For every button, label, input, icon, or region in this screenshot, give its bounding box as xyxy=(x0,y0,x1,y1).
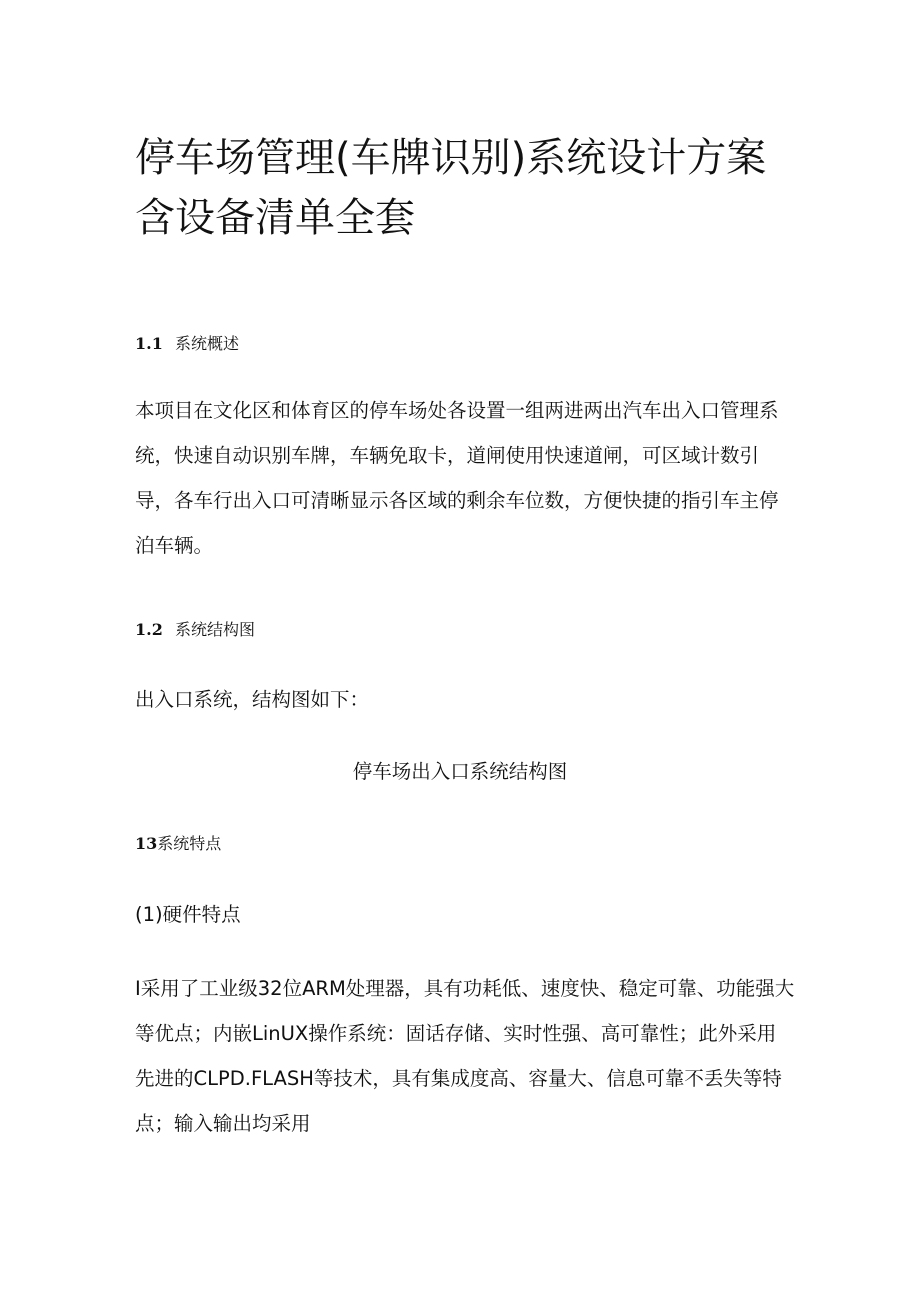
overview-paragraph: 本项目在文化区和体育区的停车场处各设置一组两进两出汽车出入口管理系统，快速自动识别车牌，车辆免取卡，道闸使用快速道闸，可区域计数引导，各车行出入口可清晰显示各区域的剩余车位数，方便快捷的指引车主停泊车辆。 xyxy=(135,399,779,557)
structure-intro-text: 出入口系统，结构图如下： xyxy=(135,688,370,711)
hardware-paragraph: I采用了工业级32位ARM处理器，具有功耗低、速度快、稳定可靠、功能强大等优点；内嵌LinUX操作系统：固话存储、实时性强、高可靠性；此外采用先进的CLPD.FLASH等技术，具有集成度高、容量大、信息可靠不丢失等特点；输入输出均采用 xyxy=(135,977,795,1135)
document-title: 停车场管理(车牌识别)系统设计方案含设备清单全套 xyxy=(135,135,767,241)
section-title: 系统结构图 xyxy=(175,620,256,639)
section-heading-overview xyxy=(135,333,239,355)
section-number: 1.1 xyxy=(135,334,163,353)
section-heading-features xyxy=(135,833,221,855)
subsection-heading-hardware: (1)硬件特点 xyxy=(135,903,241,926)
figure-caption: 停车场出入口系统结构图 xyxy=(352,760,568,783)
section-title: 系统特点 xyxy=(157,834,222,853)
section-title: 系统概述 xyxy=(175,334,240,353)
section-heading-structure xyxy=(135,619,255,641)
section-number: 1.2 xyxy=(135,620,163,639)
section-number: 13 xyxy=(135,834,158,853)
